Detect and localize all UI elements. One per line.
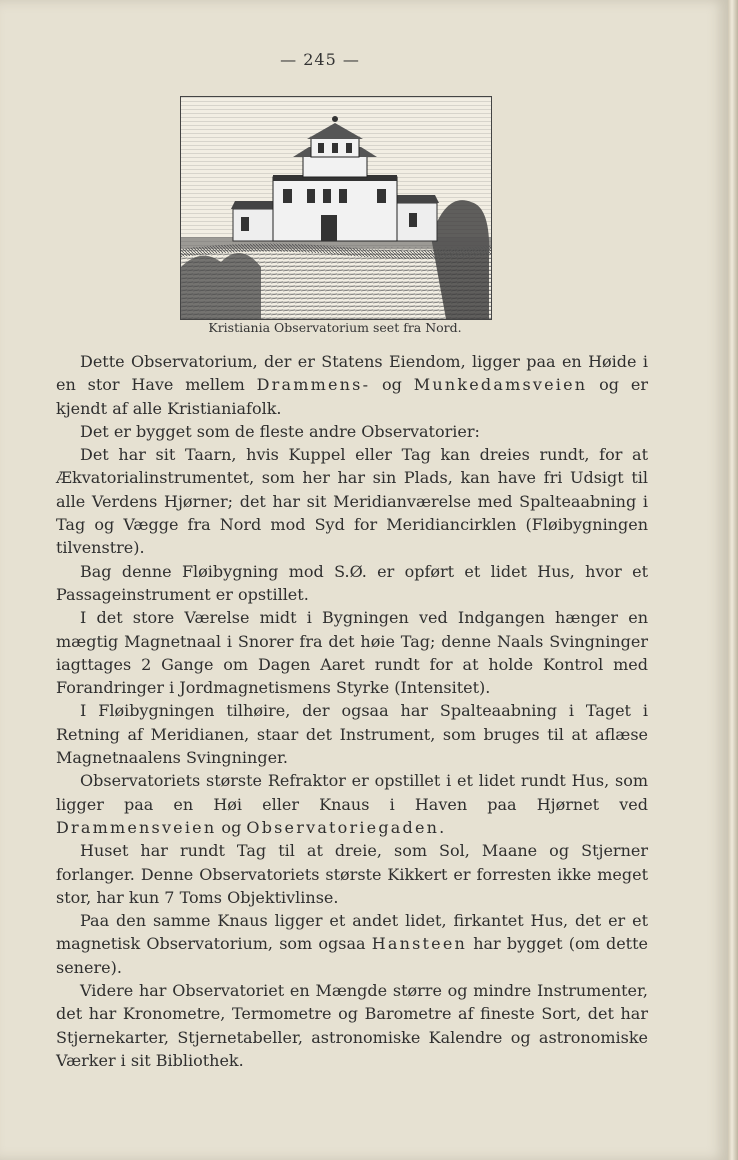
body-paragraph — [56, 443, 648, 559]
body-paragraph — [56, 909, 648, 979]
spaced-name: Hansteen — [371, 934, 468, 954]
page-number: — 245 — — [280, 50, 360, 69]
paragraph-text: I Fløibygningen tilhøire, der ogsaa har Spalteaabning i Taget i Retning af Meridianen, staar det Instrument, som bruges til at aflæse Magnetnaalens Svingninger. — [56, 701, 648, 768]
body-paragraph — [56, 560, 648, 607]
body-paragraph — [56, 979, 648, 1072]
paragraph-text: og er kjendt af alle Kristianiafolk. — [56, 375, 648, 418]
paragraph-text: Huset har rundt Tag til at dreie, som Sol, Maane og Stjerner forlanger. Denne Observatoriets største Kikkert er forresten ikke meget stor, har kun 7 Toms Objektivlinse. — [56, 841, 648, 907]
illustration-caption: Kristiania Observatorium seet fra Nord. — [208, 320, 462, 335]
body-paragraph — [56, 350, 648, 420]
paragraph-text: . — [439, 817, 445, 837]
body-paragraph — [56, 769, 648, 839]
paragraph-text: Det har sit Taarn, hvis Kuppel eller Tag kan dreies rundt, for at Ækvatorialinstrumentet, som her har sin Plads, kan have fri Udsigt til alle Verdens Hjørner; det har sit Meridianværelse med Spalteaabning i Tag og Vægge fra Nord mod Syd for Meridiancirklen (Fløibygningen tilvenstre). — [56, 445, 648, 558]
body-paragraph — [56, 839, 648, 909]
body-text — [56, 350, 648, 1072]
observatory-engraving — [180, 96, 492, 320]
body-paragraph — [56, 606, 648, 699]
paragraph-text: I det store Værelse midt i Bygningen ved Indgangen hænger en mægtig Magnetnaal i Snorer fra det høie Tag; denne Naals Svingninger iagttages 2 Gange om Dagen Aaret rundt for at holde Kontrol med Forandringer i Jordmagnetismens Styrke (Intensitet). — [56, 608, 648, 698]
paragraph-text: Paa den samme Knaus ligger et andet lidet, firkantet Hus, det er et magnetisk Observatorium, som ogsaa — [56, 911, 648, 954]
paragraph-text: og — [370, 375, 414, 395]
paragraph-text: og — [216, 817, 247, 837]
paragraph-text: Det er bygget som de fleste andre Observatorier: — [80, 421, 480, 441]
paragraph-text: Observatoriets største Refraktor er opstillet i et lidet rundt Hus, som ligger paa en Høi eller Knaus i Haven paa Hjørnet ved — [56, 771, 648, 814]
observatory-drawing — [181, 97, 491, 319]
page-edge — [728, 0, 738, 1160]
paragraph-text: Videre har Observatoriet en Mængde større og mindre Instrumenter, det har Kronometre, Termometre og Barometre af fineste Sort, det har Stjernekarter, Stjernetabeller, astronomiske Kalendre og astronomiske Værker i sit Bibliothek. — [56, 981, 648, 1070]
paragraph-text: har bygget (om dette senere). — [56, 934, 648, 977]
spaced-name: Drammensveien — [56, 817, 217, 837]
spaced-name: Observatoriegaden — [246, 817, 440, 837]
spaced-name: Munkedamsveien — [413, 375, 588, 395]
body-paragraph — [56, 420, 648, 443]
body-paragraph — [56, 699, 648, 769]
paragraph-text: Bag denne Fløibygning mod S.Ø. er opført et lidet Hus, hvor et Passageinstrument er opstillet. — [56, 561, 648, 604]
paragraph-text: Dette Observatorium, der er Statens Eiendom, ligger paa en Høide i en stor Have mellem — [56, 352, 648, 395]
spaced-name: Drammens- — [256, 375, 371, 395]
